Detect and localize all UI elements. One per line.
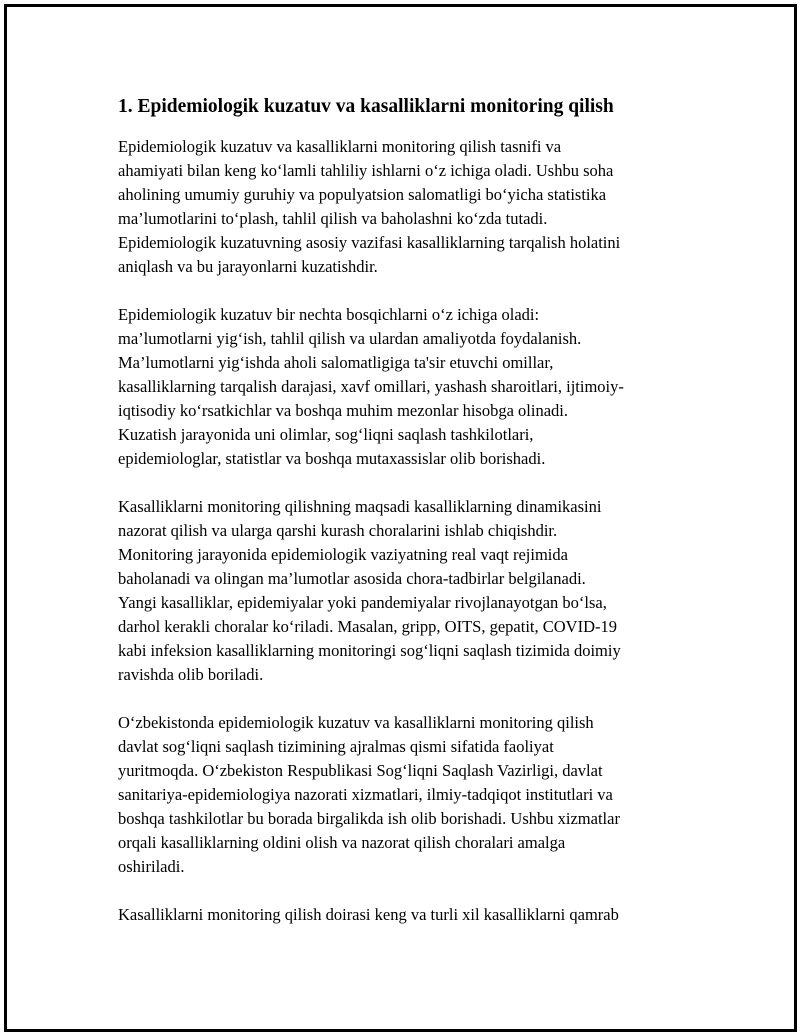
text-line: epidemiologlar, statistlar va boshqa mutaxassislar olib borishadi.: [118, 449, 546, 468]
paragraph-3: [118, 495, 688, 687]
text-line: iqtisodiy ko‘rsatkichlar va boshqa muhim mezonlar hisobga olinadi.: [118, 401, 568, 420]
text-line: boshqa tashkilotlar bu borada birgalikda ish olib borishadi. Ushbu xizmatlar: [118, 809, 620, 828]
text-line: sanitariya-epidemiologiya nazorati xizmatlari, ilmiy-tadqiqot institutlari va: [118, 785, 613, 804]
text-line: kabi infeksion kasalliklarning monitoringi sog‘liqni saqlash tizimida doimiy: [118, 641, 621, 660]
text-line: ma’lumotlarini to‘plash, tahlil qilish va baholashni ko‘zda tutadi.: [118, 209, 548, 228]
text-line: davlat sog‘liqni saqlash tizimining ajralmas qismi sifatida faoliyat: [118, 737, 554, 756]
text-line: yuritmoqda. O‘zbekiston Respublikasi Sog‘liqni Saqlash Vazirligi, davlat: [118, 761, 603, 780]
text-line: baholanadi va olingan ma’lumotlar asosida chora-tadbirlar belgilanadi.: [118, 569, 586, 588]
text-line: O‘zbekistonda epidemiologik kuzatuv va kasalliklarni monitoring qilish: [118, 713, 594, 732]
text-line: oshiriladi.: [118, 857, 185, 876]
section-heading: 1. Epidemiologik kuzatuv va kasalliklarni monitoring qilish: [118, 96, 614, 117]
document-body: [118, 93, 688, 927]
text-line: aniqlash va bu jarayonlarni kuzatishdir.: [118, 257, 378, 276]
text-line: ma’lumotlarni yig‘ish, tahlil qilish va ulardan amaliyotda foydalanish.: [118, 329, 582, 348]
text-line: nazorat qilish va ularga qarshi kurash choralarini ishlab chiqishdir.: [118, 521, 558, 540]
text-line: Epidemiologik kuzatuvning asosiy vazifasi kasalliklarning tarqalish holatini: [118, 233, 621, 252]
text-line: Kasalliklarni monitoring qilishning maqsadi kasalliklarning dinamikasini: [118, 497, 602, 516]
text-line: aholining umumiy guruhiy va populyatsion salomatligi bo‘yicha statistika: [118, 185, 607, 204]
paragraph-2: [118, 303, 688, 471]
text-line: darhol kerakli choralar ko‘riladi. Masalan, gripp, OITS, gepatit, COVID-19: [118, 617, 617, 636]
text-line: Kasalliklarni monitoring qilish doirasi keng va turli xil kasalliklarni qamrab: [118, 905, 619, 924]
text-line: kasalliklarning tarqalish darajasi, xavf omillari, yashash sharoitlari, ijtimoiy-: [118, 377, 624, 396]
paragraph-5: [118, 903, 688, 927]
text-line: Yangi kasalliklar, epidemiyalar yoki pandemiyalar rivojlanayotgan bo‘lsa,: [118, 593, 607, 612]
text-line: Ma’lumotlarni yig‘ishda aholi salomatligiga ta'sir etuvchi omillar,: [118, 353, 554, 372]
text-line: Epidemiologik kuzatuv bir nechta bosqichlarni o‘z ichiga oladi:: [118, 305, 540, 324]
text-line: orqali kasalliklarning oldini olish va nazorat qilish choralari amalga: [118, 833, 566, 852]
paragraph-4: [118, 711, 688, 879]
text-line: Kuzatish jarayonida uni olimlar, sog‘liqni saqlash tashkilotlari,: [118, 425, 534, 444]
text-line: ahamiyati bilan keng ko‘lamli tahliliy ishlarni o‘z ichiga oladi. Ushbu soha: [118, 161, 614, 180]
text-line: Monitoring jarayonida epidemiologik vaziyatning real vaqt rejimida: [118, 545, 568, 564]
paragraph-1: [118, 135, 688, 279]
text-line: Epidemiologik kuzatuv va kasalliklarni monitoring qilish tasnifi va: [118, 137, 562, 156]
text-line: ravishda olib boriladi.: [118, 665, 264, 684]
